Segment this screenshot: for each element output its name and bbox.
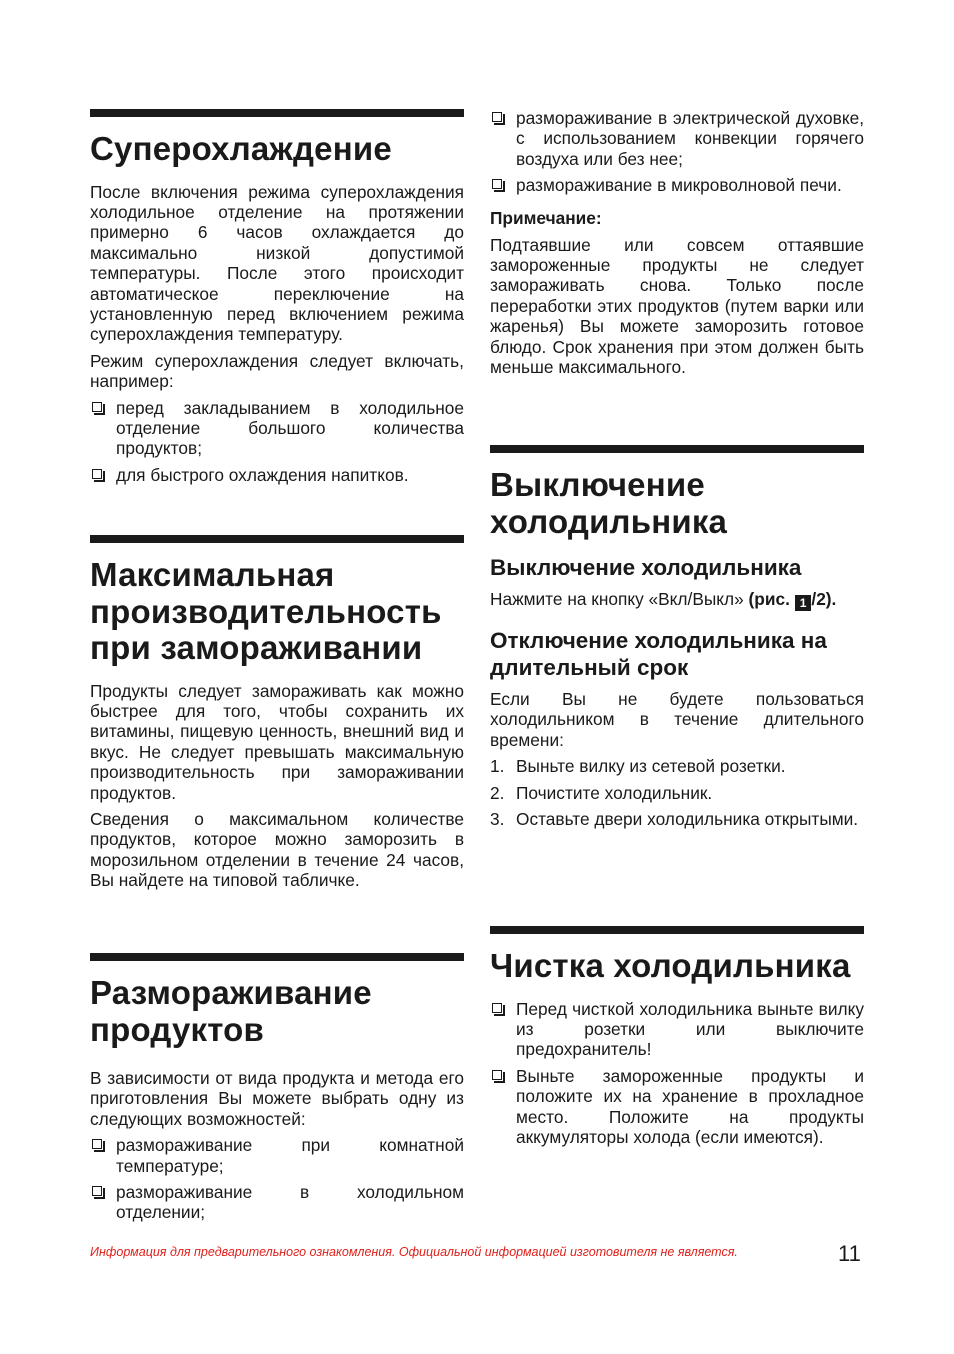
checkbox-bullet-icon	[92, 1139, 102, 1149]
heading: Максимальная производительность при замораживании	[90, 556, 442, 666]
paragraph: Если Вы не будете пользоваться холодильником в течение длительного времени:	[490, 689, 864, 750]
list-item: перед закладыванием в холодильное отделение большого количества продуктов;	[90, 398, 464, 459]
list-item: Выньте замороженные продукты и положите их на хранение в прохладное место. Положите на продукты аккумуляторы холода (если имеются).	[490, 1066, 864, 1148]
list-item: размораживание при комнатной температуре;	[90, 1135, 464, 1176]
paragraph: Сведения о максимальном количестве продуктов, которое можно заморозить в морозильном отделении в течение 24 часов, Вы найдете на типовой табличке.	[90, 808, 464, 891]
checkbox-bullet-icon	[92, 402, 102, 412]
checkbox-bullet-icon	[92, 469, 102, 479]
paragraph: В зависимости от вида продукта и метода его приготовления Вы можете выбрать одну из следующих возможностей:	[90, 1068, 464, 1129]
list-item: Перед чисткой холодильника выньте вилку из розетки или выключите предохранитель!	[490, 999, 864, 1060]
subheading: Отключение холодильника на длительный срок	[490, 628, 827, 680]
checkbox-bullet-icon	[492, 1070, 502, 1080]
checkbox-bullet-icon	[492, 179, 502, 189]
divider	[90, 535, 464, 543]
heading: Выключение холодильника	[490, 466, 728, 540]
note-text: Подтаявшие или совсем оттаявшие замороженные продукты не следует замораживать снова. Только после переработки этих продуктов (путем варки или жаренья) Вы можете заморозить готовое блюдо. Срок хранения при этом должен быть меньше максимального.	[490, 234, 864, 378]
heading: Суперохлаждение	[90, 130, 392, 167]
heading: Чистка холодильника	[490, 947, 851, 984]
figure-ref-badge: 1	[795, 595, 812, 611]
section-superchill	[90, 109, 464, 491]
section-defrost-continued	[490, 108, 864, 383]
section-defrost	[90, 953, 464, 1229]
section-switch-off	[490, 445, 864, 835]
list-item: 2. Почистите холодильник.	[490, 782, 713, 803]
list-item: для быстрого охлаждения напитков.	[90, 465, 464, 485]
footer-disclaimer: Информация для предварительного ознакомления. Официальной информацией изготовителя не является.	[90, 1245, 738, 1259]
divider	[90, 109, 464, 117]
list-item: размораживание в электрической духовке, с использованием конвекции горячего воздуха или без нее;	[490, 108, 864, 169]
paragraph: Продукты следует замораживать как можно быстрее для того, чтобы сохранить их витамины, пищевую ценность, внешний вид и вкус. Не следует превышать максимальную производительность при замораживании продуктов.	[90, 680, 464, 803]
heading: Размораживание продуктов	[90, 974, 372, 1048]
paragraph: После включения режима суперохлаждения холодильное отделение на протяжении примерно 6 часов охлаждается до максимально низкой допустимой температуры. После этого происходит автоматическое переключение на установленную перед включением режима суперохлаждения температуру.	[90, 181, 464, 345]
subheading: Выключение холодильника	[490, 555, 802, 580]
divider	[490, 445, 864, 453]
section-cleaning	[490, 926, 864, 1153]
list-item: 3. Оставьте двери холодильника открытыми.	[490, 809, 859, 830]
divider	[490, 926, 864, 934]
page-number: 11	[838, 1241, 861, 1266]
checkbox-bullet-icon	[492, 112, 502, 122]
list-item: 1. Выньте вилку из сетевой розетки.	[490, 756, 786, 777]
note-label: Примечание:	[490, 207, 602, 228]
list-item: размораживание в холодильном отделении;	[90, 1182, 464, 1223]
checkbox-bullet-icon	[492, 1003, 502, 1013]
list-item: размораживание в микроволновой печи.	[490, 175, 864, 195]
section-max-freeze	[90, 535, 464, 897]
checkbox-bullet-icon	[92, 1186, 102, 1196]
paragraph: Нажмите на кнопку «Вкл/Выкл» (рис. 1 /2).	[490, 589, 837, 610]
divider	[90, 953, 464, 961]
paragraph: Режим суперохлаждения следует включать, например:	[90, 350, 464, 392]
